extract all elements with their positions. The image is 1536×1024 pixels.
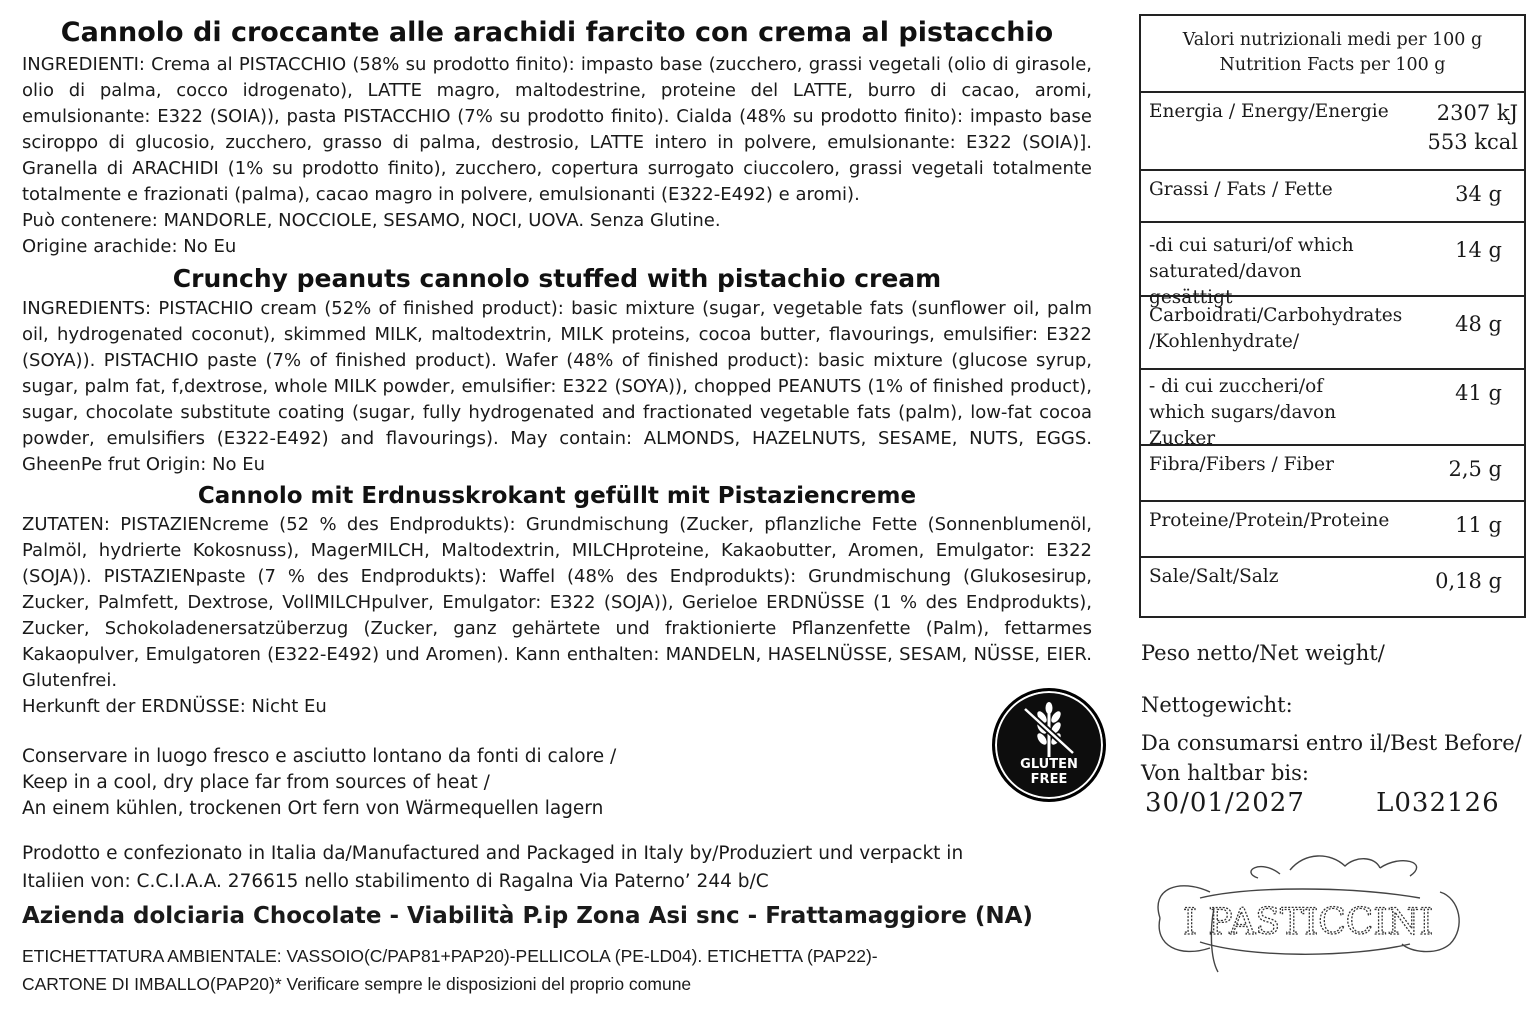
origin-italian: Origine arachide: No Eu — [22, 236, 237, 257]
title-italian: Cannolo di croccante alle arachidi farcito con crema al pistacchio — [60, 17, 1054, 48]
nutrition-row-fiber: Fibra/Fibers / Fiber 2,5 g — [1141, 446, 1524, 502]
environmental-label-2: CARTONE DI IMBALLO(PAP20)* Verificare sempre le disposizioni del proprio comune — [22, 974, 692, 994]
nutrition-row-carbohydrates: Carboidrati/Carbohydrates /Kohlenhydrate/ 48 g — [1141, 297, 1524, 370]
date-lot-line — [1145, 788, 1500, 818]
net-weight-label: Peso netto/Net weight/ — [1141, 641, 1385, 665]
nutrition-row-saturated: -di cui saturi/of which saturated/davon gesättigt 14 g — [1141, 223, 1524, 297]
company-name: Azienda dolciaria Chocolate - Viabilità P.ip Zona Asi snc - Frattamaggiore (NA) — [22, 903, 1033, 929]
origin-german: Herkunft der ERDNÜSSE: Nicht Eu — [22, 696, 327, 717]
nutrition-header: Valori nutrizionali medi per 100 g Nutrition Facts per 100 g — [1141, 16, 1524, 93]
storage-instructions — [22, 744, 1092, 822]
nutrition-row-protein: Proteine/Protein/Proteine 11 g — [1141, 502, 1524, 558]
best-before-label: Da consumarsi entro il/Best Before/ — [1141, 731, 1522, 755]
lot-number: L032126 — [1376, 788, 1500, 818]
producer-line-1: Prodotto e confezionato in Italia da/Manufactured and Packaged in Italy by/Produziert und verpackt in — [22, 843, 964, 864]
storage-english: Keep in a cool, dry place far from sources of heat / — [22, 772, 490, 793]
producer-line-2: Italiien von: C.C.I.A.A. 276615 nello stabilimento di Ragalna Via Paterno’ 244 b/C — [22, 871, 769, 892]
brand-logo — [1140, 848, 1470, 980]
gluten-free-badge — [992, 688, 1106, 802]
title-english: Crunchy peanuts cannolo stuffed with pistachio cream — [172, 264, 942, 293]
nutrition-row-sugars: - di cui zuccheri/of which sugars/davon Zucker 41 g — [1141, 370, 1524, 446]
title-german: Cannolo mit Erdnusskrokant gefüllt mit Pistaziencreme — [197, 483, 917, 509]
gluten-free-label: GLUTEN FREE — [1020, 757, 1078, 787]
storage-german: An einem kühlen, trockenen Ort fern von Wärmequellen lagern — [22, 798, 604, 819]
net-weight-label-de: Nettogewicht: — [1141, 693, 1293, 717]
ingredients-english: INGREDIENTS: PISTACHIO cream (52% of finished product): basic mixture (sugar, vegetable fats (sunflower oil, palm oil, hydrogenated coconut), skimmed MILK, maltodextrin, MILK proteins, cocoa butter, flavourings, emulsifier: E322 (SOYA)). PISTACHIO paste (7% of finished product). Wafer (48% of finished product): basic mixture (glucose syrup, sugar, palm fat, f,dextrose, whole MILK powder, emulsifier: E322 (SOYA)), chopped PEANUTS (1% of finished product), sugar, chocolate substitute coating (sugar, fully hydrogenated and fractionated vegetable fats (palm), low-fat cocoa powder, emulsifiers (E322-E492) and flavourings). May contain: ALMONDS, HAZELNUTS, SESAME, NUTS, EGGS. GheenPe frut Origin: No Eu — [22, 298, 1092, 475]
producer-info — [22, 840, 1082, 998]
may-contain-italian: Può contenere: MANDORLE, NOCCIOLE, SESAMO, NOCI, UOVA. Senza Glutine. — [22, 210, 721, 231]
storage-italian: Conservare in luogo fresco e asciutto lontano da fonti di calore / — [22, 746, 617, 767]
nutrition-table — [1139, 14, 1526, 618]
nutrition-row-energy: Energia / Energy/Energie 2307 kJ 553 kcal — [1141, 93, 1524, 171]
brand-logo-text: I PASTICCINI — [1182, 902, 1434, 943]
nutrition-row-salt: Sale/Salt/Salz 0,18 g — [1149, 566, 1502, 593]
ingredients-german: ZUTATEN: PISTAZIENcreme (52 % des Endprodukts): Grundmischung (Zucker, pflanzliche Fette (Sonnenblumenöl, Palmöl, hydrierte Kokosnuss), MagerMILCH, Maltodextrin, MILCHproteine, Kakaobutter, Aromen, Emulgator: E322 (SOJA)). PISTAZIENpaste (7 % des Endprodukts): Waffel (48% des Endprodukts): Grundmischung (Glukosesirup, Zucker, Palmfett, Dextrose, VollMILCHpulver, Emulgator: E322 (SOJA)), Gerieloe ERDNÜSSE (1 % des Endprodukts), Zucker, Schokoladenersatzüberzug (Zucker, ganz gehärtete und fraktionierte Pflanzenfette (Palm), fettarmes Kakaopulver, Emulgatoren (E322-E492) und Aromen). Kann enthalten: MANDELN, HASELNÜSSE, SESAM, NÜSSE, EIER. Glutenfrei. — [22, 514, 1092, 691]
crossed-grain-icon — [1017, 701, 1081, 759]
ingredients-panel — [22, 14, 1092, 822]
ingredients-italian: INGREDIENTI: Crema al PISTACCHIO (58% su prodotto finito): impasto base (zucchero, grassi vegetali (olio di girasole, olio di palma, cocco idrogenato), LATTE magro, maltodestrine, proteine del LATTE, burro di cacao, aromi, emulsionante: E322 (SOIA)), pasta PISTACCHIO (7% su prodotto finito). Cialda (48% su prodotto finito): impasto base sciroppo di glucosio, zucchero, grasso di palma, destrosio, LATTE intero in polvere, emulsionante: E322 (SOIA)]. Granella di ARACHIDI (1% su prodotto finito), zucchero, copertura surrogato ciuccolero, grassi vegetali totalmente totalmente e frazionati (palma), cacao magro in polvere, emulsionanti (E322-E492) e aromi). — [22, 54, 1092, 205]
nutrition-row-fats: Grassi / Fats / Fette 34 g — [1141, 171, 1524, 223]
environmental-label-1: ETICHETTATURA AMBIENTALE: VASSOIO(C/PAP81+PAP20)-PELLICOLA (PE-LD04). ETICHETTA (PAP22)- — [22, 946, 878, 966]
best-before-label-de: Von haltbar bis: — [1141, 761, 1309, 785]
best-before-date: 30/01/2027 — [1145, 788, 1305, 818]
